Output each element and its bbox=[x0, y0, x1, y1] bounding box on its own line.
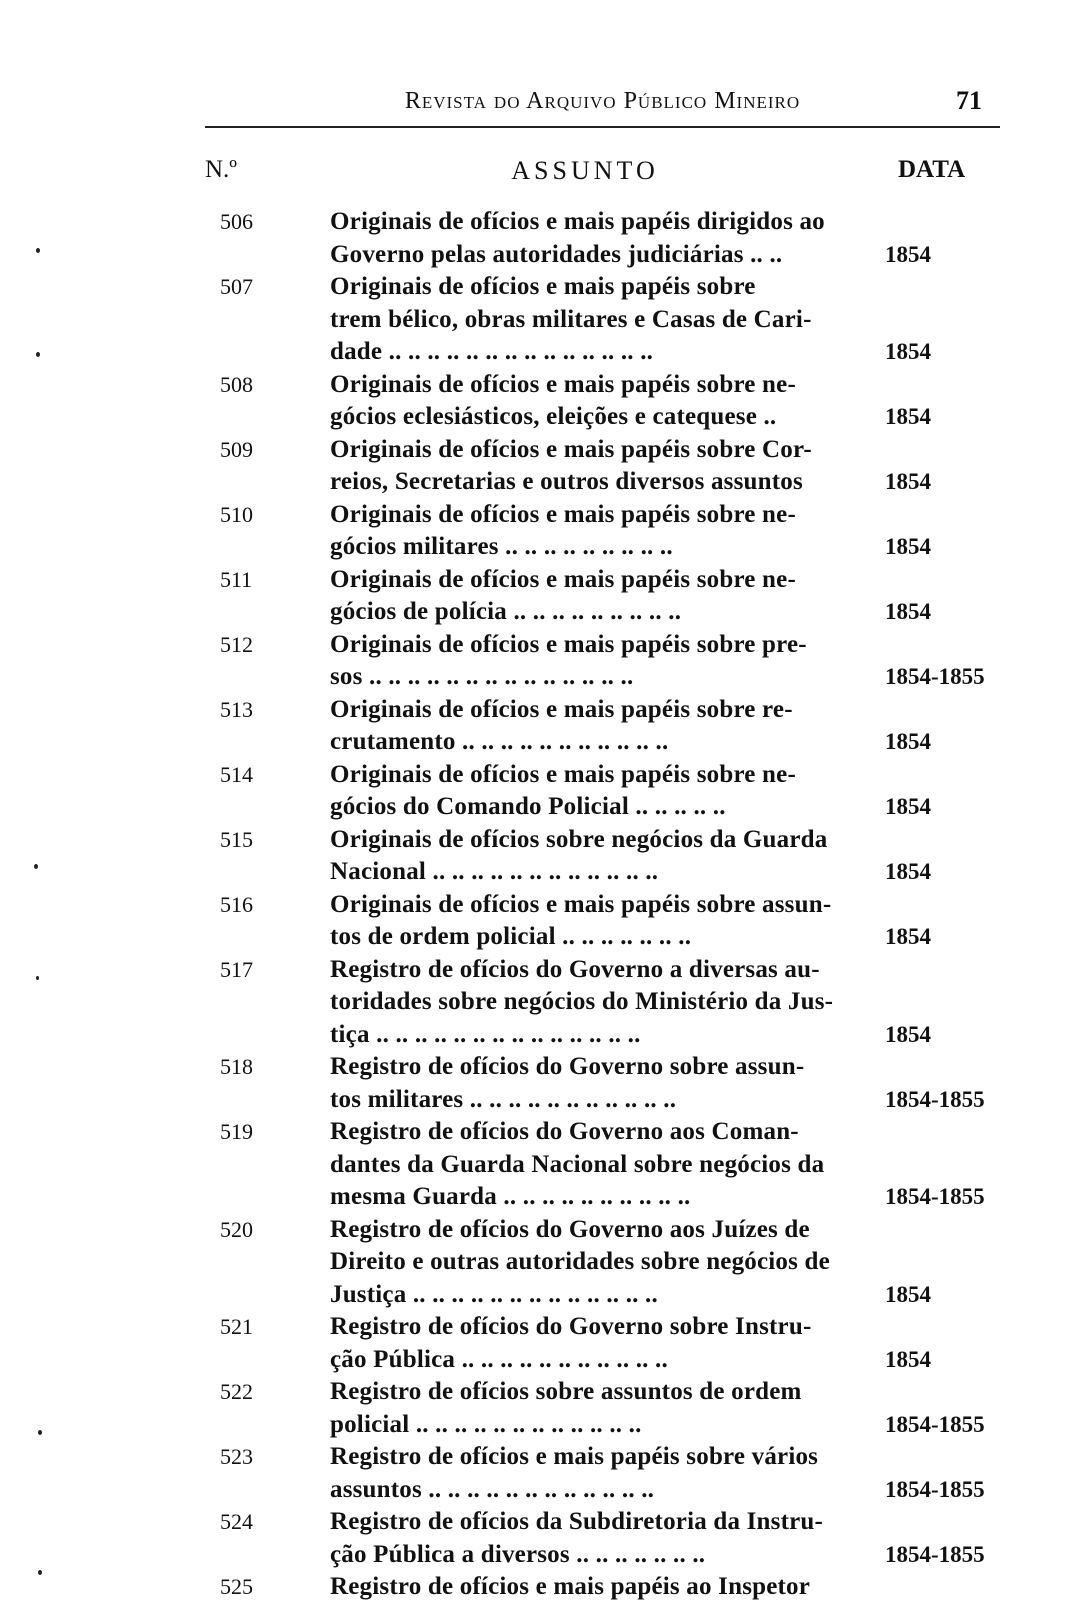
entry-date: 1854 bbox=[885, 404, 931, 429]
subject-column-heading: ASSUNTO bbox=[511, 156, 659, 185]
catalog-entry bbox=[0, 824, 1078, 889]
subject-line: ção Pública a diversos .. .. .. .. .. .. .. bbox=[330, 1540, 706, 1568]
subject-line: Governo pelas autoridades judiciárias .. .. bbox=[330, 240, 783, 268]
entry-date: 1854 bbox=[885, 1021, 931, 1047]
subject-line: policial .. .. .. .. .. .. .. .. .. .. .. .. bbox=[330, 1410, 642, 1438]
subject-line: Originais de ofícios sobre negócios da Guarda bbox=[330, 825, 828, 853]
subject-line: gócios eclesiásticos, eleições e catequese .. bbox=[330, 403, 777, 430]
subject-line: Nacional .. .. .. .. .. .. .. .. .. .. .. .. bbox=[330, 858, 659, 885]
subject-line: Originais de ofícios e mais papéis sobre Cor- bbox=[330, 435, 812, 463]
scan-speck bbox=[38, 1570, 42, 1575]
entry-subject bbox=[330, 1214, 840, 1312]
entry-number: 515 bbox=[220, 826, 253, 852]
column-headings bbox=[0, 156, 1078, 192]
subject-line: Originais de ofícios e mais papéis sobre re- bbox=[330, 695, 793, 723]
catalog-entry bbox=[0, 1116, 1078, 1214]
subject-line: trem bélico, obras militares e Casas de Cari- bbox=[330, 305, 812, 333]
catalog-entry bbox=[0, 271, 1078, 369]
entry-number: 509 bbox=[220, 436, 253, 462]
entry-date: 1854 bbox=[885, 339, 931, 364]
entry-date: 1854 bbox=[885, 1346, 931, 1372]
entry-number: 519 bbox=[220, 1119, 253, 1144]
entry-subject bbox=[330, 271, 840, 369]
entry-number: 517 bbox=[220, 956, 253, 982]
catalog-entry bbox=[0, 369, 1078, 434]
entry-date: 1854-1855 bbox=[885, 1184, 985, 1209]
entry-subject bbox=[330, 1506, 840, 1571]
scan-speck bbox=[36, 248, 40, 253]
entry-subject bbox=[330, 1116, 840, 1214]
entry-subject bbox=[330, 369, 840, 434]
subject-line: Originais de ofícios e mais papéis sobre ne- bbox=[330, 370, 796, 398]
entry-number: 513 bbox=[220, 696, 253, 722]
entry-number: 510 bbox=[220, 501, 253, 527]
entry-subject bbox=[330, 434, 840, 499]
catalog-entry bbox=[0, 499, 1078, 564]
subject-line: Originais de ofícios e mais papéis sobre pre- bbox=[330, 630, 807, 658]
entry-subject bbox=[330, 759, 840, 824]
scan-speck bbox=[36, 976, 39, 980]
subject-line: Justiça .. .. .. .. .. .. .. .. .. .. .. .. .. bbox=[330, 1280, 658, 1308]
entry-subject bbox=[330, 1441, 840, 1506]
entry-date: 1854-1855 bbox=[885, 664, 985, 689]
entry-number: 522 bbox=[220, 1379, 253, 1404]
subject-line: mesma Guarda .. .. .. .. .. .. .. .. .. .. bbox=[330, 1183, 691, 1210]
entry-number: 525 bbox=[220, 1574, 253, 1599]
entry-subject bbox=[330, 564, 840, 629]
catalog-entry bbox=[0, 759, 1078, 824]
catalog-entry bbox=[0, 434, 1078, 499]
subject-line: Registro de ofícios e mais papéis sobre vários bbox=[330, 1443, 819, 1470]
entry-number: 512 bbox=[220, 631, 253, 657]
catalog-entry bbox=[0, 1051, 1078, 1116]
subject-line: crutamento .. .. .. .. .. .. .. .. .. .. .. bbox=[330, 728, 669, 755]
catalog-entry bbox=[0, 1441, 1078, 1506]
subject-line: Registro de ofícios do Governo sobre Instru- bbox=[330, 1313, 812, 1340]
entry-subject bbox=[330, 954, 840, 1052]
subject-line: Registro de ofícios do Governo a diversas au- bbox=[330, 955, 820, 983]
entry-number: 520 bbox=[220, 1216, 253, 1242]
subject-line: Originais de ofícios e mais papéis sobre assun- bbox=[330, 890, 832, 918]
catalog-entry bbox=[0, 1214, 1078, 1312]
entry-number: 506 bbox=[220, 209, 253, 234]
catalog-entry bbox=[0, 889, 1078, 954]
running-header bbox=[205, 86, 1000, 128]
subject-line: Originais de ofícios e mais papéis sobre ne- bbox=[330, 565, 796, 593]
subject-line: Registro de ofícios do Governo sobre assun- bbox=[330, 1053, 805, 1080]
catalog-entry bbox=[0, 954, 1078, 1052]
entry-date: 1854-1855 bbox=[885, 1476, 985, 1502]
entry-number: 514 bbox=[220, 761, 253, 787]
subject-line: Registro de ofícios do Governo aos Juízes de bbox=[330, 1215, 810, 1243]
entry-number: 511 bbox=[220, 566, 253, 592]
entry-number: 508 bbox=[220, 371, 253, 397]
subject-line: Registro de ofícios e mais papéis ao Inspetor bbox=[330, 1573, 811, 1600]
entry-number: 521 bbox=[220, 1314, 253, 1339]
entry-date: 1854 bbox=[885, 729, 931, 754]
entry-date: 1854-1855 bbox=[885, 1086, 985, 1112]
entry-date: 1854 bbox=[885, 1281, 931, 1307]
subject-line: ção Pública .. .. .. .. .. .. .. .. .. .. .. bbox=[330, 1345, 668, 1373]
entry-subject bbox=[330, 1051, 840, 1116]
subject-line: reios, Secretarias e outros diversos assuntos bbox=[330, 468, 803, 495]
subject-line: Originais de ofícios e mais papéis sobre ne- bbox=[330, 760, 796, 788]
subject-line: tos militares .. .. .. .. .. .. .. .. .. .. .. bbox=[330, 1085, 677, 1113]
page-number: 71 bbox=[956, 86, 982, 115]
entry-subject bbox=[330, 1376, 840, 1441]
running-title: Revista do Arquivo Público Mineiro bbox=[404, 88, 801, 114]
entry-date: 1854 bbox=[885, 469, 931, 494]
number-column-heading: N.º bbox=[205, 156, 238, 183]
entry-subject bbox=[330, 629, 840, 694]
subject-line: sos .. .. .. .. .. .. .. .. .. .. .. .. .. .. bbox=[330, 663, 634, 690]
catalog-entries bbox=[0, 206, 1078, 1604]
subject-line: gócios militares .. .. .. .. .. .. .. .. .. bbox=[330, 533, 673, 560]
entry-subject bbox=[330, 499, 840, 564]
subject-line: gócios de polícia .. .. .. .. .. .. .. .. .. bbox=[330, 598, 682, 625]
subject-line: assuntos .. .. .. .. .. .. .. .. .. .. .. .. bbox=[330, 1475, 655, 1503]
catalog-entry bbox=[0, 1506, 1078, 1571]
entry-subject bbox=[330, 889, 840, 954]
entry-subject bbox=[330, 694, 840, 759]
catalog-entry bbox=[0, 206, 1078, 271]
scan-speck bbox=[38, 1430, 42, 1435]
subject-line: tos de ordem policial .. .. .. .. .. .. .. bbox=[330, 923, 692, 950]
entry-date: 1854-1855 bbox=[885, 1541, 985, 1567]
subject-line: dade .. .. .. .. .. .. .. .. .. .. .. .. .. .. bbox=[330, 338, 654, 365]
entry-date: 1854-1855 bbox=[885, 1411, 985, 1437]
entry-number: 524 bbox=[220, 1509, 253, 1534]
subject-line: dantes da Guarda Nacional sobre negócios da bbox=[330, 1150, 825, 1178]
subject-line: Originais de ofícios e mais papéis dirigidos ao bbox=[330, 208, 825, 235]
entry-subject bbox=[330, 1311, 840, 1376]
subject-line: Registro de ofícios da Subdiretoria da Instru- bbox=[330, 1508, 824, 1535]
entry-date: 1854 bbox=[885, 794, 931, 819]
entry-date: 1854 bbox=[885, 599, 931, 624]
subject-line: Direito e outras autoridades sobre negócios de bbox=[330, 1248, 830, 1275]
subject-line: gócios do Comando Policial .. .. .. .. .. bbox=[330, 793, 726, 820]
subject-line: toridades sobre negócios do Ministério da Jus- bbox=[330, 988, 834, 1015]
subject-line: Registro de ofícios sobre assuntos de ordem bbox=[330, 1378, 802, 1405]
scan-speck bbox=[34, 864, 38, 869]
entry-date: 1854 bbox=[885, 241, 931, 267]
subject-line: Originais de ofícios e mais papéis sobre bbox=[330, 273, 756, 300]
entry-date: 1854 bbox=[885, 534, 931, 559]
subject-line: Registro de ofícios do Governo aos Coman- bbox=[330, 1118, 799, 1145]
entry-subject bbox=[330, 824, 840, 889]
entry-number: 516 bbox=[220, 891, 253, 917]
subject-line: tiça .. .. .. .. .. .. .. .. .. .. .. .. .. .. bbox=[330, 1020, 641, 1048]
subject-line: Originais de ofícios e mais papéis sobre ne- bbox=[330, 500, 796, 528]
scan-speck bbox=[36, 352, 40, 357]
catalog-entry bbox=[0, 1376, 1078, 1441]
entry-date: 1854 bbox=[885, 924, 931, 949]
entry-number: 523 bbox=[220, 1444, 253, 1469]
catalog-entry bbox=[0, 1311, 1078, 1376]
entry-subject bbox=[330, 206, 840, 271]
catalog-entry bbox=[0, 564, 1078, 629]
entry-number: 507 bbox=[220, 274, 253, 299]
date-column-heading: DATA bbox=[898, 156, 966, 183]
entry-date: 1854 bbox=[885, 859, 931, 884]
catalog-entry bbox=[0, 694, 1078, 759]
catalog-entry bbox=[0, 629, 1078, 694]
entry-number: 518 bbox=[220, 1054, 253, 1079]
